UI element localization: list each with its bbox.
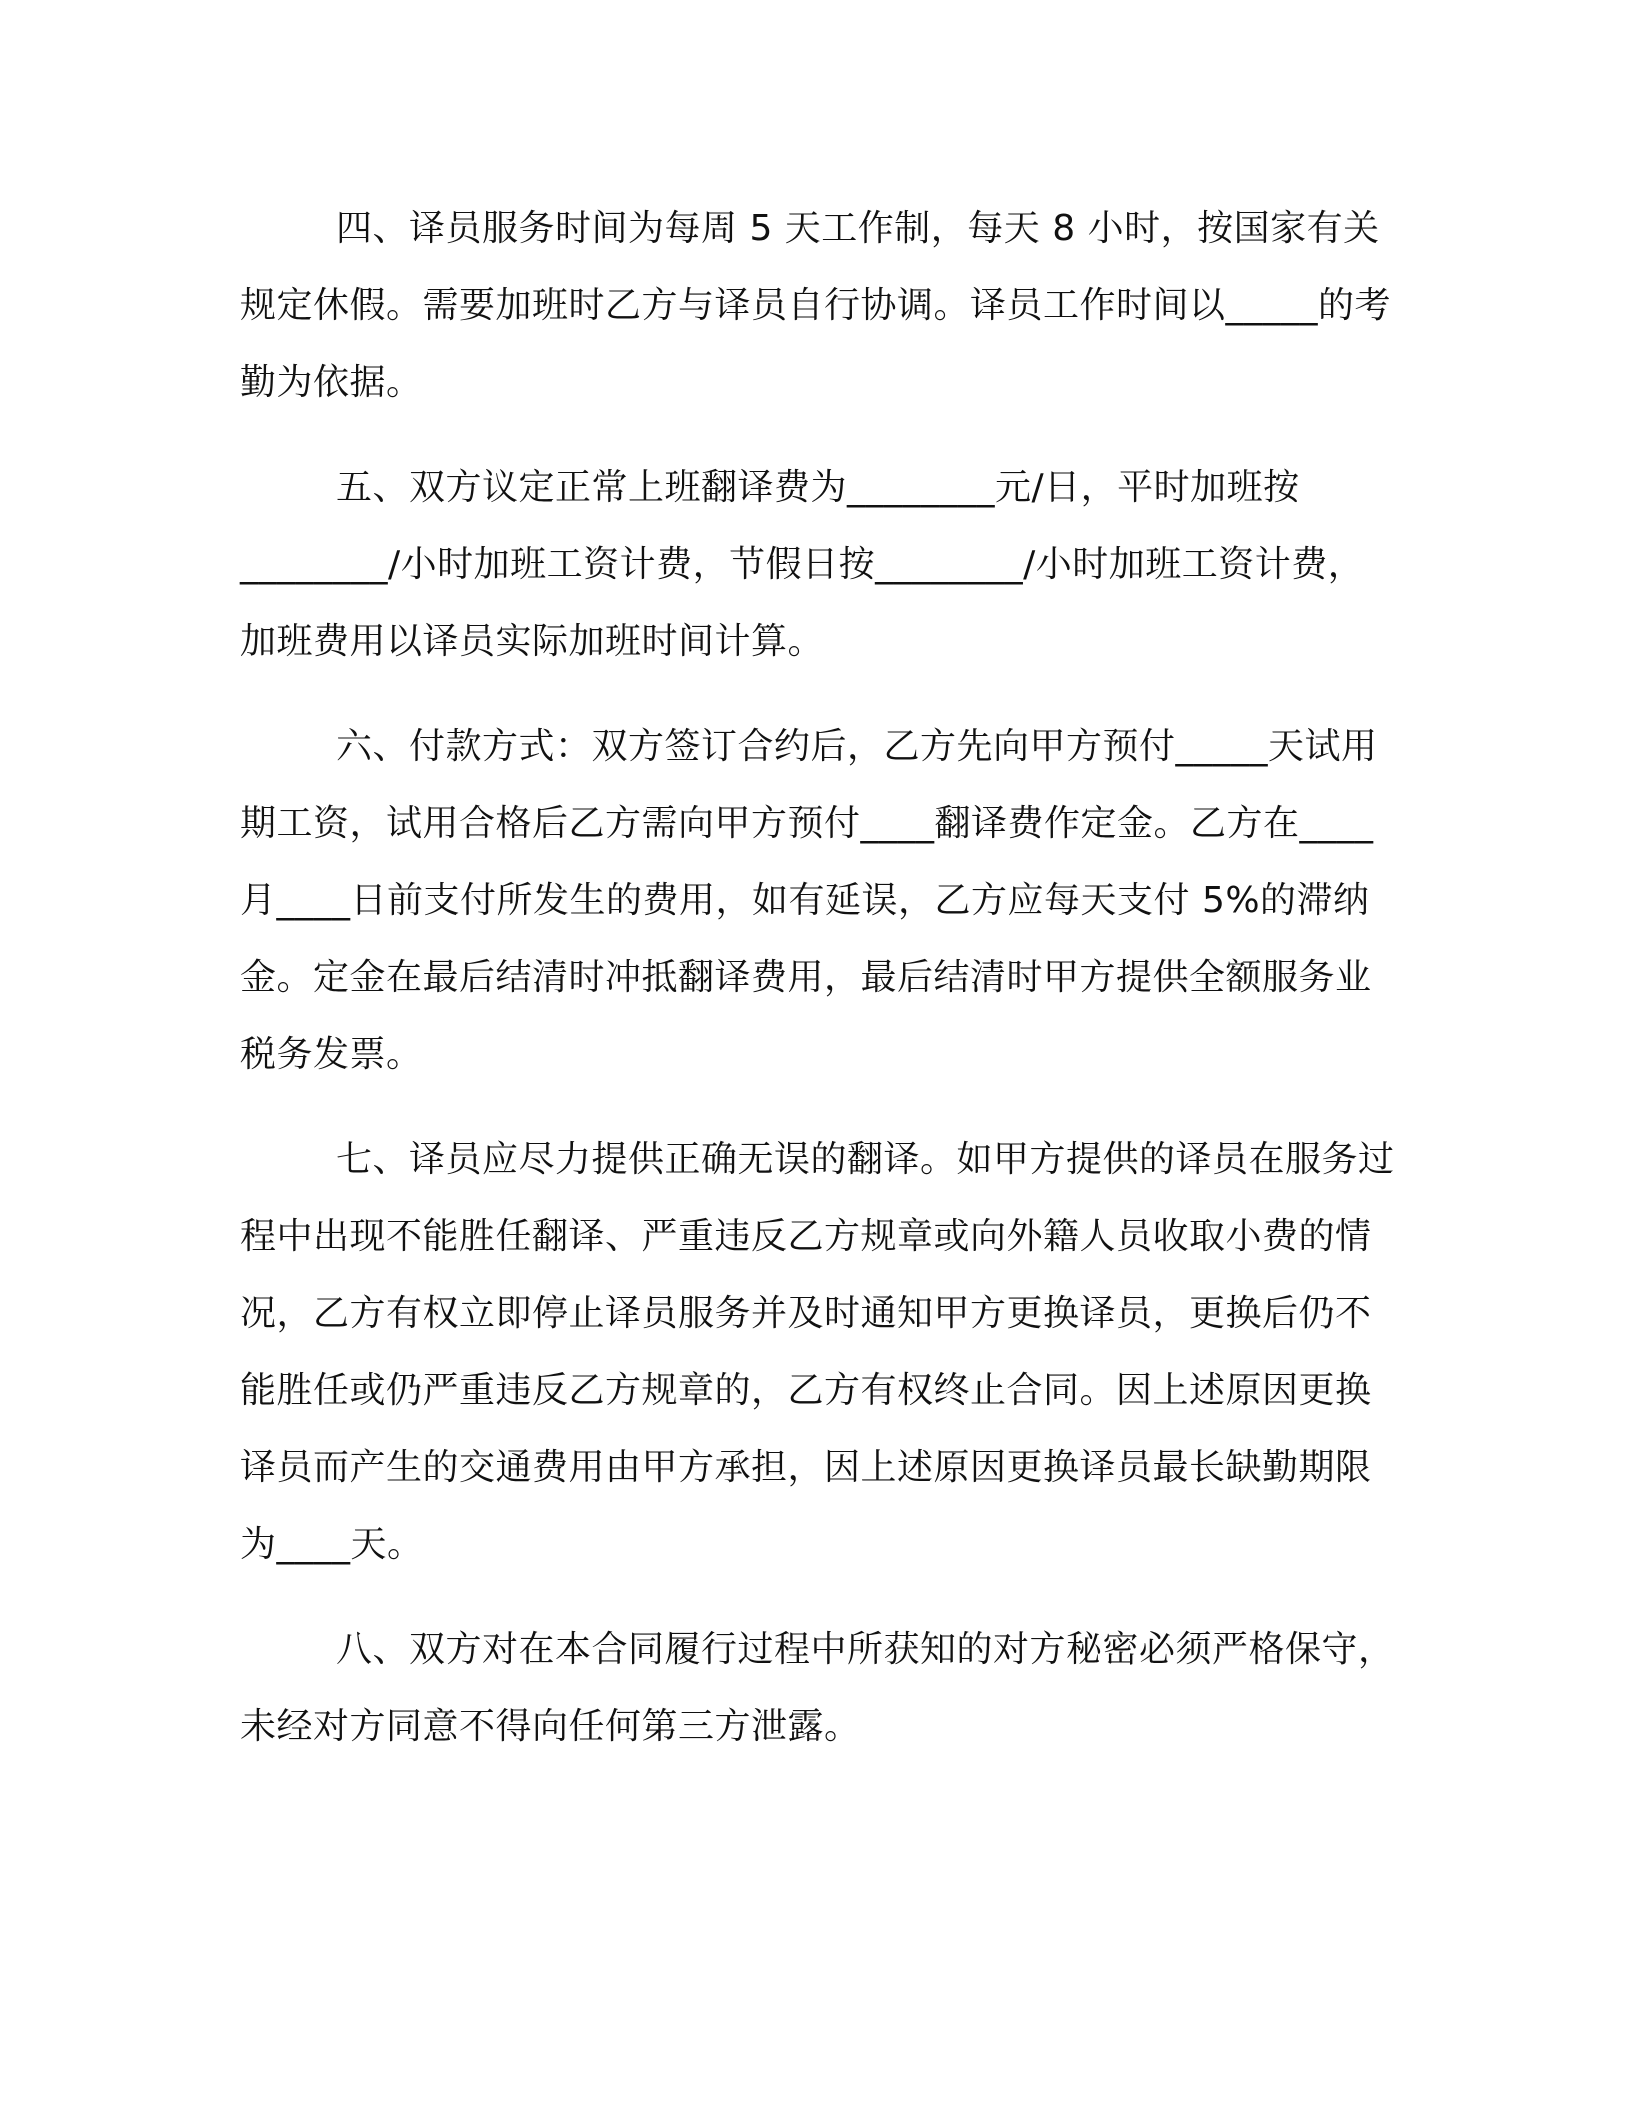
document-body: [240, 190, 1400, 1793]
clause-4-paragraph: 四、译员服务时间为每周 5 天工作制，每天 8 小时，按国家有关规定休假。需要加班时乙方与译员自行协调。译员工作时间以_____的考勤为依据。: [240, 208, 1392, 403]
clause-5-paragraph: 五、双方议定正常上班翻译费为________元/日，平时加班按________/小时加班工资计费，节假日按________/小时加班工资计费，加班费用以译员实际加班时间计算。: [240, 467, 1365, 662]
clause-6-paragraph: 六、付款方式：双方签订合约后，乙方先向甲方预付_____天试用期工资，试用合格后乙方需向甲方预付____翻译费作定金。乙方在____月____日前支付所发生的费用，如有延误，乙方应每天支付 5%的滞纳金。定金在最后结清时冲抵翻译费用，最后结清时甲方提供全额服务业税务发票。: [240, 726, 1378, 1075]
clause-8-paragraph: 八、双方对在本合同履行过程中所获知的对方秘密必须严格保守，未经对方同意不得向任何第三方泄露。: [240, 1629, 1395, 1747]
clause-7-paragraph: 七、译员应尽力提供正确无误的翻译。如甲方提供的译员在服务过程中出现不能胜任翻译、严重违反乙方规章或向外籍人员收取小费的情况，乙方有权立即停止译员服务并及时通知甲方更换译员，更换后仍不能胜任或仍严重违反乙方规章的，乙方有权终止合同。因上述原因更换译员而产生的交通费用由甲方承担，因上述原因更换译员最长缺勤期限为____天。: [240, 1139, 1395, 1565]
